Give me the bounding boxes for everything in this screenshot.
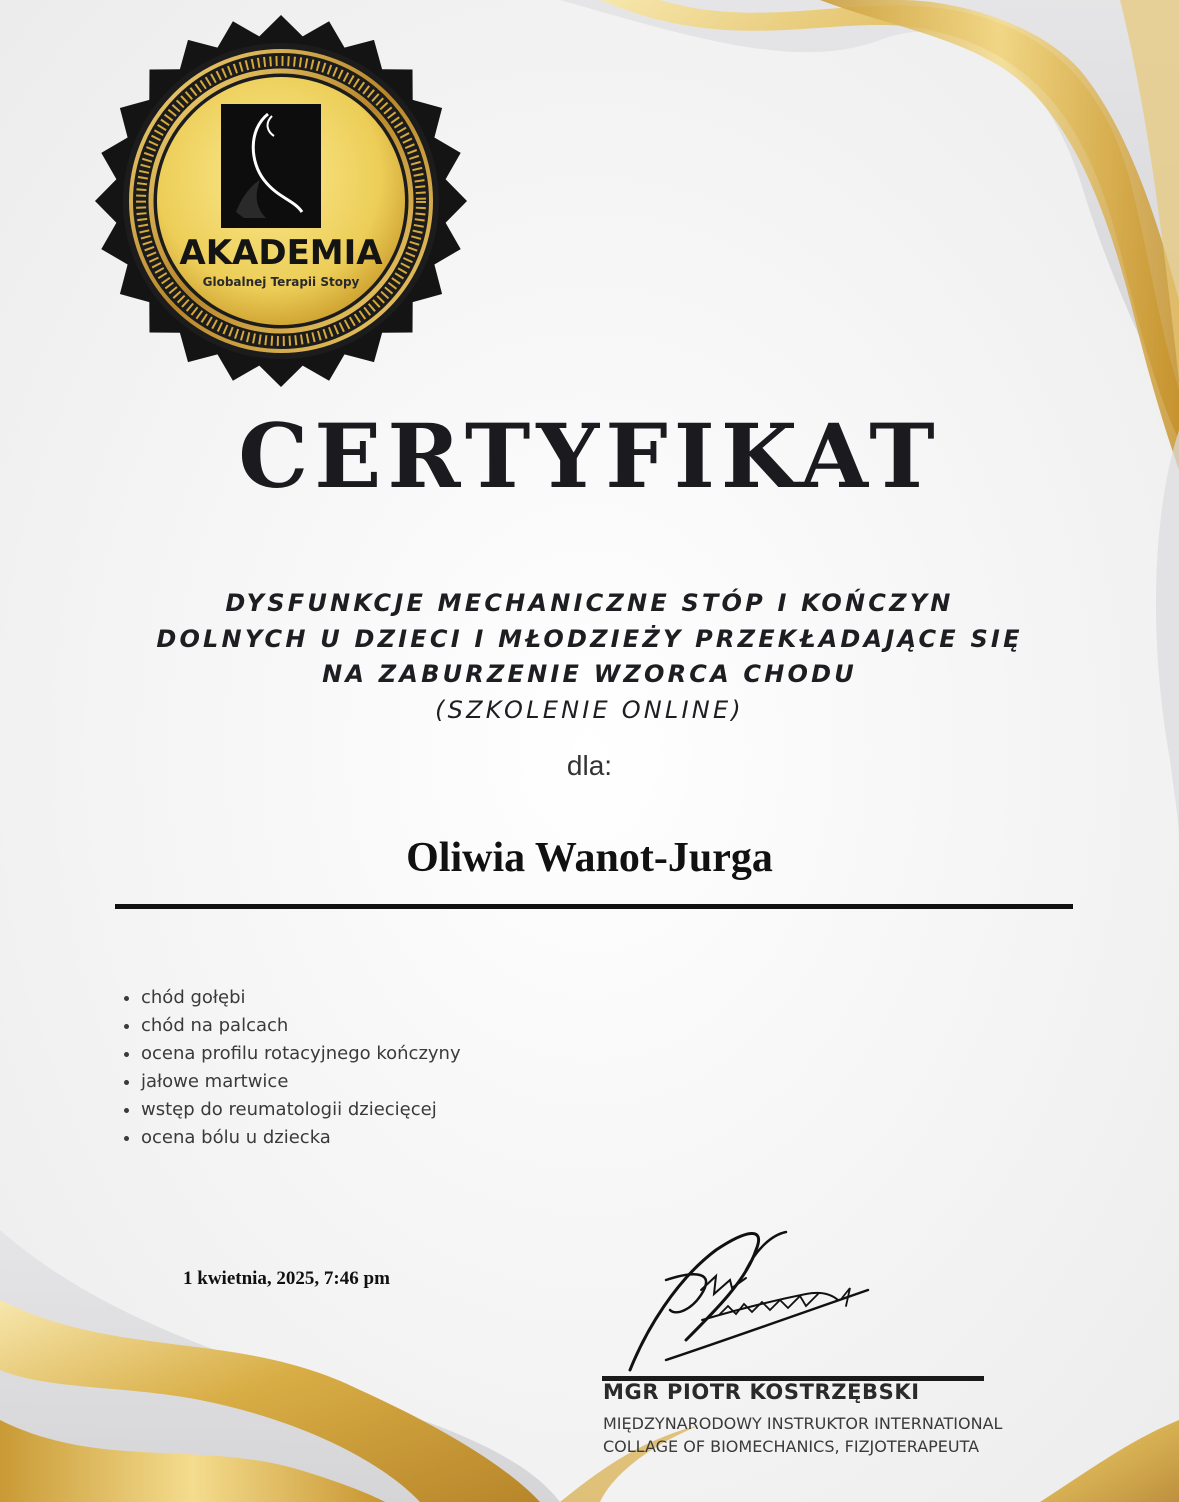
course-title-line: DOLNYCH U DZIECI I MŁODZIEŻY PRZEKŁADAJĄCE SIĘ	[156, 624, 1023, 653]
list-item: • chód na palcach	[141, 1012, 461, 1040]
course-title-line: NA ZABURZENIE WZORCA CHODU	[322, 660, 857, 689]
list-item: • jałowe martwice	[141, 1068, 461, 1096]
course-title-line: DYSFUNKCJE MECHANICZNE STÓP I KOŃCZYN	[225, 589, 954, 617]
certificate-title: CERTYFIKAT	[238, 404, 941, 508]
list-item: • ocena profilu rotacyjnego kończyny	[141, 1040, 461, 1068]
logo-subtitle: Globalnej Terapii Stopy	[202, 275, 360, 289]
course-format: (SZKOLENIE ONLINE)	[435, 695, 744, 724]
name-underline	[115, 904, 1073, 909]
foot-logo-icon	[221, 104, 321, 228]
logo-name: AKADEMIA	[179, 233, 383, 273]
issue-date: 1 kwietnia, 2025, 7:46 pm	[183, 1268, 390, 1289]
signer-name: MGR PIOTR KOSTRZĘBSKI	[603, 1380, 920, 1404]
list-item: • ocena bólu u dziecka	[141, 1124, 461, 1152]
list-item: • wstęp do reumatologii dziecięcej	[141, 1096, 461, 1124]
for-label: dla:	[566, 750, 613, 781]
course-title	[60, 586, 1119, 728]
topic-list	[115, 984, 461, 1152]
signer-role-line: MIĘDZYNARODOWY INSTRUKTOR INTERNATIONAL	[603, 1414, 1003, 1433]
signer-role	[603, 1412, 1143, 1458]
signer-role-line: COLLAGE OF BIOMECHANICS, FIZJOTERAPEUTA	[603, 1437, 980, 1456]
academy-seal-logo	[68, 12, 494, 390]
recipient-name: Oliwia Wanot-Jurga	[406, 835, 773, 881]
list-item: • chód gołębi	[141, 984, 461, 1012]
signature-icon	[606, 1210, 886, 1385]
